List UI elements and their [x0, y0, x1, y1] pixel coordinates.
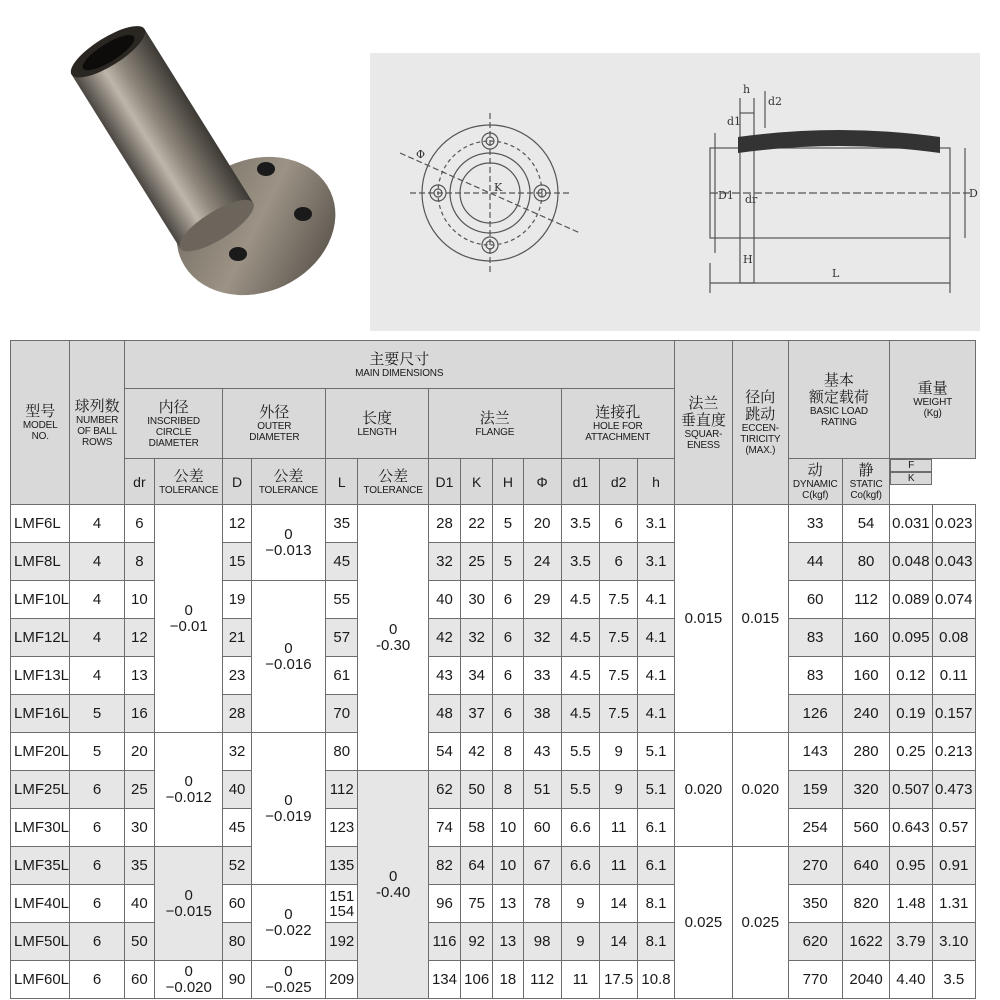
cell-dyn: 44 — [788, 543, 842, 581]
cell-stat: 820 — [842, 885, 889, 923]
header-L: L — [326, 459, 358, 505]
header-tolerance: 公差 TOLERANCE — [358, 459, 428, 505]
cell-D-tolerance: 0 −0.016 — [251, 581, 326, 733]
cell-dr-tolerance: 0 −0.020 — [154, 961, 222, 999]
cell-model: LMF40L — [11, 885, 70, 923]
cell-K: 50 — [461, 771, 493, 809]
cell-dyn: 83 — [788, 657, 842, 695]
cell-d2: 9 — [600, 733, 638, 771]
cell-h: 5.1 — [638, 771, 674, 809]
cell-D: 45 — [223, 809, 251, 847]
label-D1: D1 — [718, 189, 734, 202]
cell-K: 64 — [461, 847, 493, 885]
cell-H: 13 — [493, 923, 523, 961]
cell-L: 57 — [326, 619, 358, 657]
cell-H: 6 — [493, 695, 523, 733]
cell-stat: 280 — [842, 733, 889, 771]
header-squareness: 法兰 垂直度 SQUAR- ENESS — [674, 341, 732, 505]
cell-ball-rows: 6 — [70, 809, 124, 847]
cell-wK: 0.074 — [932, 581, 975, 619]
cell-D: 60 — [223, 885, 251, 923]
cell-dyn: 159 — [788, 771, 842, 809]
cell-wK: 1.31 — [932, 885, 975, 923]
cell-H: 6 — [493, 581, 523, 619]
cell-D1: 96 — [428, 885, 460, 923]
cell-wF: 0.031 — [890, 505, 932, 543]
cell-dyn: 254 — [788, 809, 842, 847]
cell-ball-rows: 6 — [70, 885, 124, 923]
cell-d1: 9 — [561, 923, 599, 961]
cell-h: 10.8 — [638, 961, 674, 999]
cell-dyn: 770 — [788, 961, 842, 999]
cell-D1: 28 — [428, 505, 460, 543]
header-dr: dr — [124, 459, 154, 505]
cell-D1: 74 — [428, 809, 460, 847]
cell-dr: 30 — [124, 809, 154, 847]
cell-phi: 51 — [523, 771, 561, 809]
cell-D-tolerance: 0 −0.019 — [251, 733, 326, 885]
cell-stat: 2040 — [842, 961, 889, 999]
header-model: 型号 MODEL NO. — [11, 341, 70, 505]
cell-wF: 0.507 — [890, 771, 932, 809]
header-flange: 法兰 FLANGE — [428, 389, 561, 459]
cell-H: 10 — [493, 809, 523, 847]
cell-D1: 42 — [428, 619, 460, 657]
cell-d2: 7.5 — [600, 581, 638, 619]
cell-wK: 0.08 — [932, 619, 975, 657]
cell-H: 13 — [493, 885, 523, 923]
cell-dr: 16 — [124, 695, 154, 733]
cell-d1: 4.5 — [561, 695, 599, 733]
cell-wF: 0.19 — [890, 695, 932, 733]
cell-D-tolerance: 0 −0.013 — [251, 505, 326, 581]
cell-wF: 0.643 — [890, 809, 932, 847]
cell-L: 151 154 — [326, 885, 358, 923]
cell-model: LMF16L — [11, 695, 70, 733]
cell-wK: 0.157 — [932, 695, 975, 733]
cell-d1: 5.5 — [561, 771, 599, 809]
header-weight-K: K — [890, 472, 932, 485]
cell-h: 4.1 — [638, 695, 674, 733]
table-row — [11, 847, 976, 885]
label-d2: d2 — [768, 95, 783, 108]
cell-wK: 3.5 — [932, 961, 975, 999]
cell-ball-rows: 4 — [70, 581, 124, 619]
cell-L: 45 — [326, 543, 358, 581]
cell-ball-rows: 4 — [70, 657, 124, 695]
cell-D1: 32 — [428, 543, 460, 581]
cell-wF: 1.48 — [890, 885, 932, 923]
label-dr: dr — [745, 193, 758, 206]
header-length: 长度 LENGTH — [326, 389, 429, 459]
cell-dr: 35 — [124, 847, 154, 885]
header-inscribed-diameter: 内径 INSCRIBED CIRCLE DIAMETER — [124, 389, 223, 459]
cell-d2: 9 — [600, 771, 638, 809]
cell-ball-rows: 6 — [70, 771, 124, 809]
label-k: K — [494, 181, 503, 194]
cell-L: 192 — [326, 923, 358, 961]
cell-dr: 12 — [124, 619, 154, 657]
cell-h: 8.1 — [638, 923, 674, 961]
cell-L: 209 — [326, 961, 358, 999]
cell-H: 8 — [493, 771, 523, 809]
cell-wK: 0.023 — [932, 505, 975, 543]
label-D: D — [969, 187, 978, 200]
spec-table — [10, 340, 976, 999]
header-weight: 重量 WEIGHT (Kg) — [890, 341, 976, 459]
cell-H: 6 — [493, 619, 523, 657]
cell-model: LMF35L — [11, 847, 70, 885]
header-weight-F: F — [890, 459, 932, 472]
cell-d2: 17.5 — [600, 961, 638, 999]
cell-dr-tolerance: 0 −0.012 — [154, 733, 222, 847]
cell-H: 5 — [493, 543, 523, 581]
cell-h: 6.1 — [638, 809, 674, 847]
cell-h: 3.1 — [638, 543, 674, 581]
cell-H: 8 — [493, 733, 523, 771]
cell-D: 15 — [223, 543, 251, 581]
cell-D: 21 — [223, 619, 251, 657]
cell-D1: 116 — [428, 923, 460, 961]
label-L: L — [832, 267, 840, 280]
cell-stat: 112 — [842, 581, 889, 619]
product-photo — [38, 14, 350, 314]
technical-drawing — [370, 53, 980, 331]
cell-K: 34 — [461, 657, 493, 695]
cell-model: LMF8L — [11, 543, 70, 581]
cell-D1: 48 — [428, 695, 460, 733]
header-tolerance: 公差 TOLERANCE — [154, 459, 222, 505]
cell-h: 8.1 — [638, 885, 674, 923]
cell-h: 3.1 — [638, 505, 674, 543]
cell-dyn: 143 — [788, 733, 842, 771]
cell-D: 23 — [223, 657, 251, 695]
cell-dyn: 126 — [788, 695, 842, 733]
cell-eccentricity: 0.020 — [733, 733, 788, 847]
cell-D1: 62 — [428, 771, 460, 809]
header-d1: d1 — [561, 459, 599, 505]
cell-ball-rows: 5 — [70, 733, 124, 771]
cell-K: 37 — [461, 695, 493, 733]
cell-model: LMF25L — [11, 771, 70, 809]
cell-wF: 0.12 — [890, 657, 932, 695]
cell-D: 32 — [223, 733, 251, 771]
cell-dr: 10 — [124, 581, 154, 619]
cell-D: 19 — [223, 581, 251, 619]
cell-dr-tolerance: 0 −0.015 — [154, 847, 222, 961]
cell-phi: 43 — [523, 733, 561, 771]
cell-model: LMF12L — [11, 619, 70, 657]
cell-stat: 240 — [842, 695, 889, 733]
header-hole-attachment: 连接孔 HOLE FOR ATTACHMENT — [561, 389, 674, 459]
cell-D: 90 — [223, 961, 251, 999]
cell-L: 35 — [326, 505, 358, 543]
cell-H: 6 — [493, 657, 523, 695]
cell-D1: 43 — [428, 657, 460, 695]
cell-d1: 3.5 — [561, 543, 599, 581]
cell-phi: 67 — [523, 847, 561, 885]
cell-wF: 0.095 — [890, 619, 932, 657]
cell-phi: 32 — [523, 619, 561, 657]
header-D: D — [223, 459, 251, 505]
cell-K: 25 — [461, 543, 493, 581]
bolt-circle — [438, 141, 542, 245]
cell-h: 4.1 — [638, 657, 674, 695]
cell-stat: 54 — [842, 505, 889, 543]
cell-dr: 25 — [124, 771, 154, 809]
cell-eccentricity: 0.015 — [733, 505, 788, 733]
cell-D: 40 — [223, 771, 251, 809]
cell-H: 5 — [493, 505, 523, 543]
cell-model: LMF10L — [11, 581, 70, 619]
cell-d1: 5.5 — [561, 733, 599, 771]
cell-stat: 560 — [842, 809, 889, 847]
cell-d2: 14 — [600, 885, 638, 923]
cell-d2: 11 — [600, 809, 638, 847]
flange-hole — [257, 162, 275, 176]
cell-wF: 0.95 — [890, 847, 932, 885]
cell-stat: 320 — [842, 771, 889, 809]
cell-L: 123 — [326, 809, 358, 847]
label-H: H — [743, 253, 753, 266]
cell-squareness: 0.020 — [674, 733, 732, 847]
cell-dyn: 33 — [788, 505, 842, 543]
flange-hole — [294, 207, 312, 221]
cell-wK: 0.11 — [932, 657, 975, 695]
cell-wF: 3.79 — [890, 923, 932, 961]
cell-ball-rows: 4 — [70, 505, 124, 543]
flange-hole — [229, 247, 247, 261]
cell-model: LMF50L — [11, 923, 70, 961]
cell-d2: 6 — [600, 505, 638, 543]
cell-L: 80 — [326, 733, 358, 771]
cell-D1: 134 — [428, 961, 460, 999]
cell-D: 12 — [223, 505, 251, 543]
header-K: K — [461, 459, 493, 505]
cell-squareness: 0.025 — [674, 847, 732, 999]
cell-eccentricity: 0.025 — [733, 847, 788, 999]
header-eccentricity: 径向 跳动 ECCEN- TIRICITY (MAX.) — [733, 341, 788, 505]
cell-phi: 60 — [523, 809, 561, 847]
cell-d1: 6.6 — [561, 809, 599, 847]
cell-d1: 9 — [561, 885, 599, 923]
cell-D: 28 — [223, 695, 251, 733]
cell-D1: 40 — [428, 581, 460, 619]
header-load-rating: 基本 额定载荷 BASIC LOAD RATING — [788, 341, 890, 459]
cell-d2: 7.5 — [600, 657, 638, 695]
cell-wF: 4.40 — [890, 961, 932, 999]
cell-dr: 20 — [124, 733, 154, 771]
cell-wK: 3.10 — [932, 923, 975, 961]
ball-rows — [738, 130, 940, 153]
cell-D-tolerance: 0 −0.022 — [251, 885, 326, 961]
cell-dr: 6 — [124, 505, 154, 543]
cell-H: 10 — [493, 847, 523, 885]
cell-L: 112 — [326, 771, 358, 809]
cell-model: LMF20L — [11, 733, 70, 771]
cell-stat: 160 — [842, 657, 889, 695]
cell-K: 42 — [461, 733, 493, 771]
cell-stat: 80 — [842, 543, 889, 581]
cell-phi: 29 — [523, 581, 561, 619]
cell-D1: 82 — [428, 847, 460, 885]
cell-D: 52 — [223, 847, 251, 885]
cell-L: 135 — [326, 847, 358, 885]
cell-h: 5.1 — [638, 733, 674, 771]
cell-stat: 1622 — [842, 923, 889, 961]
cell-h: 4.1 — [638, 581, 674, 619]
cell-dyn: 83 — [788, 619, 842, 657]
cell-dr: 60 — [124, 961, 154, 999]
header-phi: Φ — [523, 459, 561, 505]
header-d2: d2 — [600, 459, 638, 505]
cell-d1: 6.6 — [561, 847, 599, 885]
cell-dyn: 350 — [788, 885, 842, 923]
cell-dr: 8 — [124, 543, 154, 581]
cell-K: 92 — [461, 923, 493, 961]
label-d1: d1 — [727, 115, 742, 128]
cell-dyn: 270 — [788, 847, 842, 885]
cell-ball-rows: 4 — [70, 619, 124, 657]
cell-phi: 38 — [523, 695, 561, 733]
header-ball-rows: 球列数 NUMBER OF BALL ROWS — [70, 341, 124, 505]
cell-dr: 13 — [124, 657, 154, 695]
cell-K: 22 — [461, 505, 493, 543]
header-outer-diameter: 外径 OUTER DIAMETER — [223, 389, 326, 459]
table-row — [11, 505, 976, 543]
cell-D: 80 — [223, 923, 251, 961]
cell-model: LMF60L — [11, 961, 70, 999]
label-phi: Φ — [416, 148, 426, 161]
cell-L: 70 — [326, 695, 358, 733]
cell-K: 32 — [461, 619, 493, 657]
cell-ball-rows: 4 — [70, 543, 124, 581]
cell-d2: 6 — [600, 543, 638, 581]
table-row — [11, 961, 976, 999]
cell-dr: 40 — [124, 885, 154, 923]
cell-dyn: 620 — [788, 923, 842, 961]
cell-stat: 160 — [842, 619, 889, 657]
cell-d1: 4.5 — [561, 657, 599, 695]
cell-d1: 3.5 — [561, 505, 599, 543]
cell-squareness: 0.015 — [674, 505, 732, 733]
cell-phi: 78 — [523, 885, 561, 923]
cell-d2: 11 — [600, 847, 638, 885]
cell-h: 6.1 — [638, 847, 674, 885]
cell-L-tolerance: 0 -0.30 — [358, 505, 428, 771]
cell-wK: 0.213 — [932, 733, 975, 771]
cell-K: 58 — [461, 809, 493, 847]
cell-stat: 640 — [842, 847, 889, 885]
cell-dyn: 60 — [788, 581, 842, 619]
label-h: h — [743, 83, 751, 96]
cell-L: 61 — [326, 657, 358, 695]
cell-phi: 20 — [523, 505, 561, 543]
header-D1: D1 — [428, 459, 460, 505]
cell-phi: 112 — [523, 961, 561, 999]
cell-wK: 0.91 — [932, 847, 975, 885]
cell-dr: 50 — [124, 923, 154, 961]
cell-K: 106 — [461, 961, 493, 999]
header-dynamic: 动 DYNAMIC C(kgf) — [788, 459, 842, 505]
cell-L: 55 — [326, 581, 358, 619]
cell-h: 4.1 — [638, 619, 674, 657]
header-h: h — [638, 459, 674, 505]
cell-wK: 0.043 — [932, 543, 975, 581]
cell-dr-tolerance: 0 −0.01 — [154, 505, 222, 733]
cell-model: LMF30L — [11, 809, 70, 847]
cell-wF: 0.25 — [890, 733, 932, 771]
cell-K: 30 — [461, 581, 493, 619]
header-H: H — [493, 459, 523, 505]
cell-d1: 11 — [561, 961, 599, 999]
cell-phi: 24 — [523, 543, 561, 581]
cell-d1: 4.5 — [561, 581, 599, 619]
cell-d2: 7.5 — [600, 695, 638, 733]
cell-wK: 0.473 — [932, 771, 975, 809]
cell-phi: 33 — [523, 657, 561, 695]
cell-wK: 0.57 — [932, 809, 975, 847]
cell-K: 75 — [461, 885, 493, 923]
cell-model: LMF6L — [11, 505, 70, 543]
cell-ball-rows: 5 — [70, 695, 124, 733]
cell-ball-rows: 6 — [70, 961, 124, 999]
cell-phi: 98 — [523, 923, 561, 961]
cell-D1: 54 — [428, 733, 460, 771]
cell-D-tolerance: 0 −0.025 — [251, 961, 326, 999]
cell-d2: 14 — [600, 923, 638, 961]
table-row — [11, 733, 976, 771]
cell-d1: 4.5 — [561, 619, 599, 657]
cell-ball-rows: 6 — [70, 847, 124, 885]
cell-wF: 0.048 — [890, 543, 932, 581]
cell-d2: 7.5 — [600, 619, 638, 657]
cell-L-tolerance: 0 -0.40 — [358, 771, 428, 999]
header-main-dimensions: 主要尺寸 MAIN DIMENSIONS — [124, 341, 674, 389]
header-static: 静 STATIC Co(kgf) — [842, 459, 889, 505]
cell-wF: 0.089 — [890, 581, 932, 619]
cell-H: 18 — [493, 961, 523, 999]
cell-model: LMF13L — [11, 657, 70, 695]
header-tolerance: 公差 TOLERANCE — [251, 459, 326, 505]
cell-ball-rows: 6 — [70, 923, 124, 961]
